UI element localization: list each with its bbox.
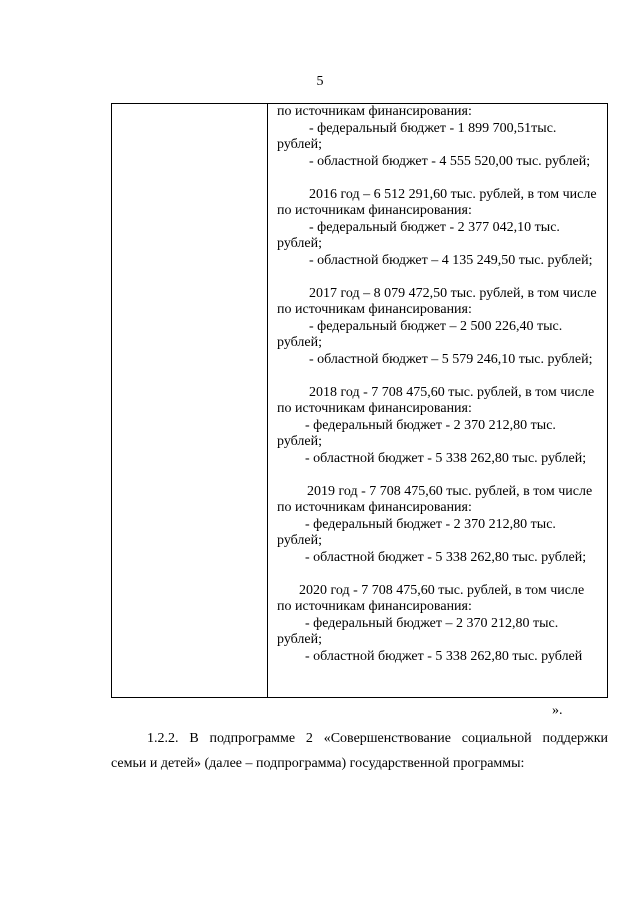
page-number: 5	[316, 74, 324, 89]
line: по источникам финансирования:	[277, 203, 472, 218]
line: по источникам финансирования:	[277, 500, 472, 515]
line: - федеральный бюджет – 2 500 226,40 тыс.	[309, 318, 563, 334]
year-line: 2018 год - 7 708 475,60 тыс. рублей, в том числе	[309, 384, 595, 400]
line: рублей;	[277, 533, 322, 548]
column-divider	[267, 104, 268, 697]
line: рублей;	[277, 434, 322, 449]
line: - федеральный бюджет – 2 370 212,80 тыс.	[305, 615, 559, 631]
year-line: 2017 год – 8 079 472,50 тыс. рублей, в том числе	[309, 285, 597, 301]
funding-block-2017	[277, 286, 607, 369]
line: - областной бюджет - 5 338 262,80 тыс. рублей;	[305, 549, 587, 565]
line: - федеральный бюджет - 2 377 042,10 тыс.	[309, 219, 560, 235]
line: рублей;	[277, 632, 322, 647]
line: рублей;	[277, 335, 322, 350]
line: - областной бюджет - 5 338 262,80 тыс. рублей;	[305, 450, 587, 466]
year-line: 2016 год – 6 512 291,60 тыс. рублей, в том числе	[309, 186, 597, 202]
paragraph-line: семьи и детей» (далее – подпрограмма) государственной программы:	[111, 756, 525, 771]
closing-quote: ».	[552, 703, 563, 718]
line: по источникам финансирования:	[277, 104, 472, 119]
line: - федеральный бюджет - 1 899 700,51тыс.	[309, 120, 557, 136]
funding-block-2020	[277, 583, 607, 666]
paragraph-line: 1.2.2. В подпрограмме 2 «Совершенствование социальной поддержки	[147, 731, 608, 746]
year-line: 2019 год - 7 708 475,60 тыс. рублей, в том числе	[307, 483, 593, 499]
paragraph-1-2-2	[111, 726, 608, 776]
funding-block-2016	[277, 187, 607, 270]
line: по источникам финансирования:	[277, 302, 472, 317]
line: - областной бюджет – 4 135 249,50 тыс. рублей;	[309, 252, 593, 268]
line: рублей;	[277, 137, 322, 152]
line: по источникам финансирования:	[277, 599, 472, 614]
line: - областной бюджет – 5 579 246,10 тыс. рублей;	[309, 351, 593, 367]
line: - областной бюджет - 4 555 520,00 тыс. рублей;	[309, 153, 591, 169]
line: - федеральный бюджет - 2 370 212,80 тыс.	[305, 516, 556, 532]
funding-table	[111, 103, 608, 698]
line: - областной бюджет - 5 338 262,80 тыс. рублей	[305, 648, 583, 664]
funding-block-prev	[277, 104, 607, 170]
funding-block-2019	[277, 484, 607, 567]
funding-cell	[277, 104, 607, 665]
line: рублей;	[277, 236, 322, 251]
line: по источникам финансирования:	[277, 401, 472, 416]
line: - федеральный бюджет - 2 370 212,80 тыс.	[305, 417, 556, 433]
year-line: 2020 год - 7 708 475,60 тыс. рублей, в том числе	[299, 582, 585, 598]
funding-block-2018	[277, 385, 607, 468]
